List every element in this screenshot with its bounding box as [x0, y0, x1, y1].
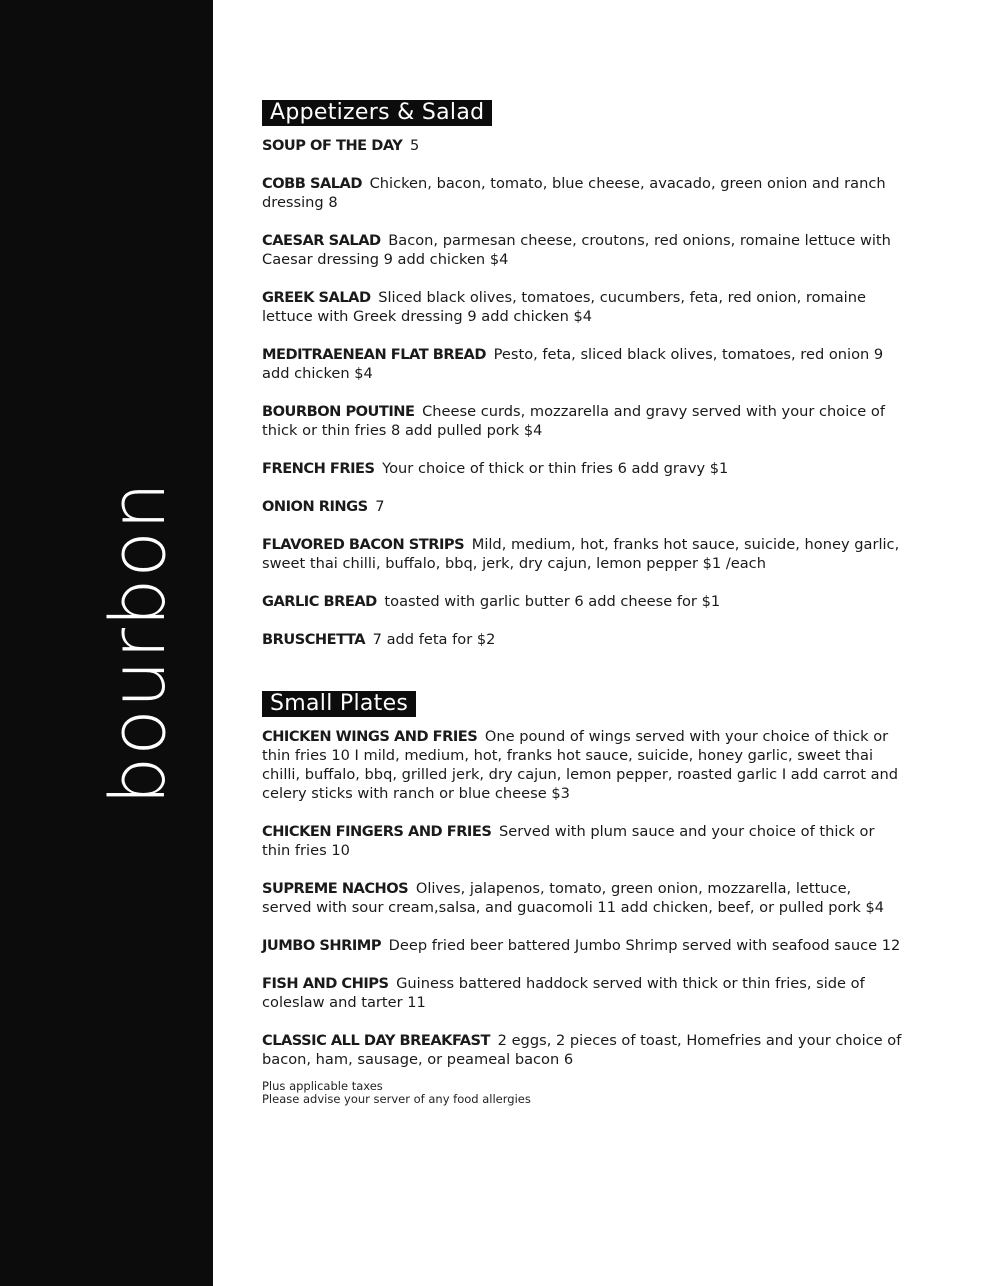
menu-item	[262, 974, 902, 1012]
item-name: FRENCH FRIES	[262, 460, 375, 477]
item-name: GREEK SALAD	[262, 289, 371, 306]
item-description: Cheese curds, mozzarella and gravy served with your choice of thick or thin fries 8 add pulled pork $4	[262, 403, 885, 439]
item-description: One pound of wings served with your choice of thick or thin fries 10 I mild, medium, hot, franks hot sauce, suicide, honey garlic, sweet thai chilli, buffalo, bbq, grilled jerk, dry cajun, lemon pepper, roasted garlic I add carrot and celery sticks with ranch or blue cheese $3	[262, 728, 899, 802]
item-description: Mild, medium, hot, franks hot sauce, suicide, honey garlic, sweet thai chilli, buffalo, bbq, jerk, dry cajun, lemon pepper $1 /each	[262, 536, 900, 572]
item-name: COBB SALAD	[262, 175, 362, 192]
item-name: MEDITRAENEAN FLAT BREAD	[262, 346, 486, 363]
item-name: SOUP OF THE DAY	[262, 137, 403, 154]
item-name: CHICKEN WINGS AND FRIES	[262, 728, 478, 745]
item-name: GARLIC BREAD	[262, 593, 377, 610]
menu-item	[262, 727, 902, 803]
item-description: Guiness battered haddock served with thick or thin fries, side of coleslaw and tarter 11	[262, 975, 865, 1011]
menu-item	[262, 288, 902, 326]
menu-item	[262, 592, 902, 611]
menu-item	[262, 936, 902, 955]
item-description: 5	[409, 137, 420, 154]
item-description: toasted with garlic butter 6 add cheese for $1	[384, 593, 721, 610]
menu-item	[262, 174, 902, 212]
allergy-note: Please advise your server of any food allergies	[262, 1092, 531, 1106]
item-name: SUPREME NACHOS	[262, 880, 409, 897]
menu-item	[262, 136, 902, 155]
menu-content	[262, 100, 902, 1106]
item-description: Deep fried beer battered Jumbo Shrimp served with seafood sauce 12	[388, 937, 901, 954]
item-description: 7	[375, 498, 385, 515]
brand-logo-text: bourbon	[93, 480, 182, 806]
item-name: BOURBON POUTINE	[262, 403, 415, 420]
menu-item	[262, 1031, 902, 1069]
menu-item	[262, 630, 902, 649]
menu-item	[262, 822, 902, 860]
item-description: Your choice of thick or thin fries 6 add gravy $1	[382, 460, 729, 477]
item-description: Bacon, parmesan cheese, croutons, red onions, romaine lettuce with Caesar dressing 9 add chicken $4	[262, 232, 891, 268]
item-name: FISH AND CHIPS	[262, 975, 389, 992]
menu-item	[262, 497, 902, 516]
menu-item	[262, 345, 902, 383]
item-description: Chicken, bacon, tomato, blue cheese, avacado, green onion and ranch dressing 8	[262, 175, 886, 211]
item-name: CAESAR SALAD	[262, 232, 381, 249]
tax-note: Plus applicable taxes	[262, 1079, 383, 1093]
item-description: 2 eggs, 2 pieces of toast, Homefries and your choice of bacon, ham, sausage, or peameal bacon 6	[262, 1032, 902, 1068]
item-description: Pesto, feta, sliced black olives, tomatoes, red onion 9 add chicken $4	[262, 346, 884, 382]
section-title: Small Plates	[262, 691, 416, 717]
menu-item	[262, 459, 902, 478]
section-small-plates	[262, 691, 902, 1069]
item-description: Served with plum sauce and your choice of thick or thin fries 10	[262, 823, 875, 859]
menu-item	[262, 231, 902, 269]
menu-item	[262, 535, 902, 573]
menu-item	[262, 402, 902, 440]
menu-item	[262, 879, 902, 917]
item-name: BRUSCHETTA	[262, 631, 366, 648]
item-description: Sliced black olives, tomatoes, cucumbers, feta, red onion, romaine lettuce with Greek dressing 9 add chicken $4	[262, 289, 866, 325]
sidebar	[0, 0, 213, 1286]
item-description: Olives, jalapenos, tomato, green onion, mozzarella, lettuce, served with sour cream,salsa, and guacomoli 11 add chicken, beef, or pulled pork $4	[262, 880, 885, 916]
section-title: Appetizers & Salad	[262, 100, 492, 126]
item-name: CLASSIC ALL DAY BREAKFAST	[262, 1032, 491, 1049]
item-name: ONION RINGS	[262, 498, 368, 515]
item-description: 7 add feta for $2	[372, 631, 496, 648]
footer-notes	[262, 1080, 902, 1106]
item-name: FLAVORED BACON STRIPS	[262, 536, 465, 553]
section-appetizers	[262, 100, 902, 649]
item-name: JUMBO SHRIMP	[262, 937, 382, 954]
item-name: CHICKEN FINGERS AND FRIES	[262, 823, 492, 840]
